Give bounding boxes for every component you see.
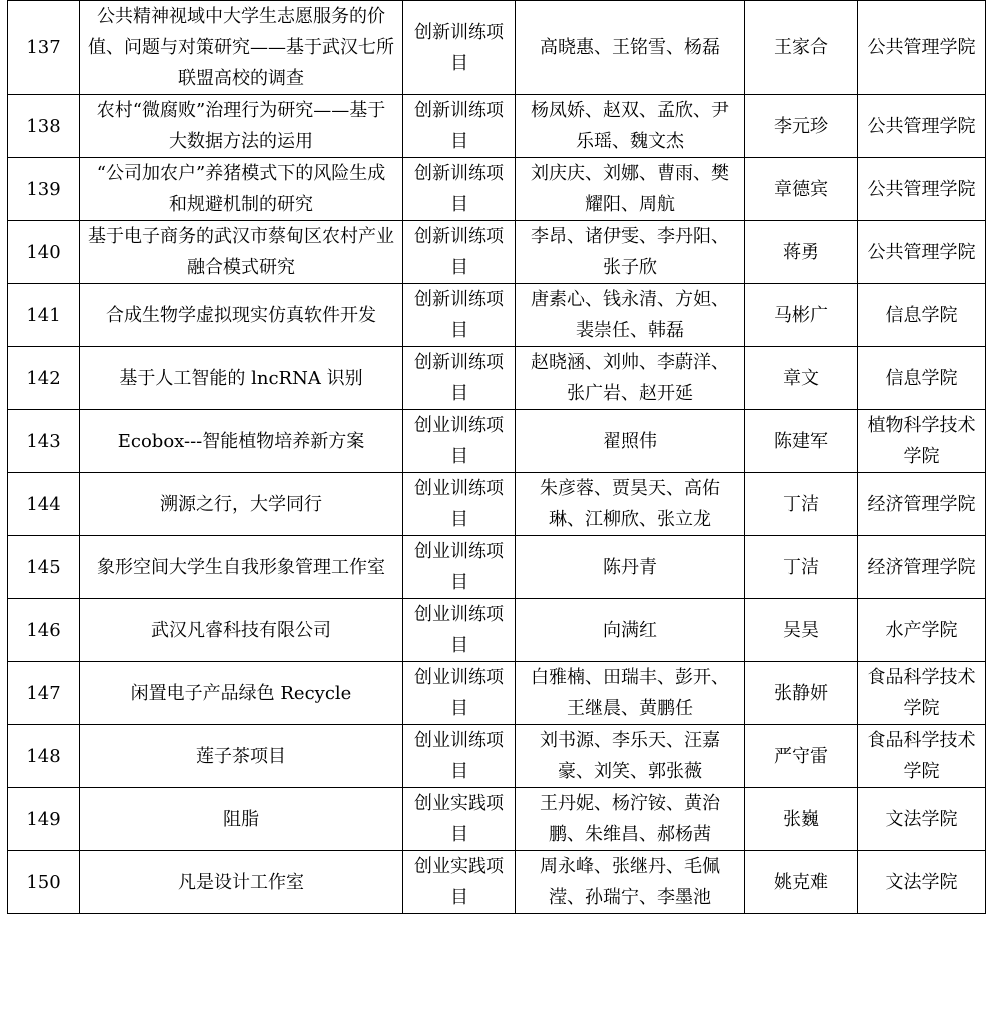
project-advisor: 吴昊 [745, 599, 858, 662]
project-type: 创业训练项目 [403, 725, 516, 788]
project-college: 公共管理学院 [858, 221, 986, 284]
project-type: 创新训练项目 [403, 284, 516, 347]
project-type: 创新训练项目 [403, 221, 516, 284]
project-type: 创业实践项目 [403, 851, 516, 914]
project-advisor: 丁洁 [745, 536, 858, 599]
project-college: 信息学院 [858, 284, 986, 347]
project-number: 146 [8, 599, 80, 662]
project-college: 植物科学技术学院 [858, 410, 986, 473]
project-advisor: 陈建军 [745, 410, 858, 473]
project-number: 141 [8, 284, 80, 347]
project-number: 137 [8, 1, 80, 95]
table-row [8, 851, 986, 914]
table-row [8, 1, 986, 95]
project-advisor: 姚克难 [745, 851, 858, 914]
table-row [8, 788, 986, 851]
project-number: 147 [8, 662, 80, 725]
project-title: 农村“微腐败”治理行为研究——基于大数据方法的运用 [80, 95, 403, 158]
project-advisor: 王家合 [745, 1, 858, 95]
project-number: 140 [8, 221, 80, 284]
project-number: 138 [8, 95, 80, 158]
project-members: 王丹妮、杨泞铵、黄治鹏、朱维昌、郝杨茜 [516, 788, 745, 851]
project-type: 创业训练项目 [403, 662, 516, 725]
project-table [7, 0, 986, 914]
table-row [8, 158, 986, 221]
project-members: 白雅楠、田瑞丰、彭开、王继晨、黄鹏任 [516, 662, 745, 725]
project-college: 信息学院 [858, 347, 986, 410]
project-title: “公司加农户”养猪模式下的风险生成和规避机制的研究 [80, 158, 403, 221]
project-members: 杨凤娇、赵双、孟欣、尹乐瑶、魏文杰 [516, 95, 745, 158]
project-college: 公共管理学院 [858, 1, 986, 95]
project-members: 刘庆庆、刘娜、曹雨、樊耀阳、周航 [516, 158, 745, 221]
project-members: 刘书源、李乐天、汪嘉豪、刘笑、郭张薇 [516, 725, 745, 788]
project-number: 145 [8, 536, 80, 599]
table-row [8, 347, 986, 410]
project-type: 创新训练项目 [403, 1, 516, 95]
project-advisor: 张静妍 [745, 662, 858, 725]
project-advisor: 张巍 [745, 788, 858, 851]
project-college: 食品科学技术学院 [858, 662, 986, 725]
project-members: 周永峰、张继丹、毛佩滢、孙瑞宁、李墨池 [516, 851, 745, 914]
project-advisor: 丁洁 [745, 473, 858, 536]
project-members: 翟照伟 [516, 410, 745, 473]
project-college: 文法学院 [858, 788, 986, 851]
project-title: 基于电子商务的武汉市蔡甸区农村产业融合模式研究 [80, 221, 403, 284]
project-type: 创新训练项目 [403, 95, 516, 158]
project-members: 赵晓涵、刘帅、李蔚洋、张广岩、赵开延 [516, 347, 745, 410]
project-advisor: 马彬广 [745, 284, 858, 347]
project-college: 水产学院 [858, 599, 986, 662]
project-title: 象形空间大学生自我形象管理工作室 [80, 536, 403, 599]
project-college: 经济管理学院 [858, 473, 986, 536]
project-type: 创业训练项目 [403, 473, 516, 536]
project-college: 公共管理学院 [858, 158, 986, 221]
project-type: 创业实践项目 [403, 788, 516, 851]
project-members: 唐素心、钱永清、方妲、裴崇任、韩磊 [516, 284, 745, 347]
project-type: 创业训练项目 [403, 410, 516, 473]
project-number: 142 [8, 347, 80, 410]
project-members: 李昂、诸伊雯、李丹阳、张子欣 [516, 221, 745, 284]
project-advisor: 李元珍 [745, 95, 858, 158]
project-members: 向满红 [516, 599, 745, 662]
table-row [8, 725, 986, 788]
project-title: 武汉凡睿科技有限公司 [80, 599, 403, 662]
project-title: Ecobox---智能植物培养新方案 [80, 410, 403, 473]
project-number: 144 [8, 473, 80, 536]
project-number: 150 [8, 851, 80, 914]
project-college: 经济管理学院 [858, 536, 986, 599]
project-title: 合成生物学虚拟现实仿真软件开发 [80, 284, 403, 347]
project-type: 创新训练项目 [403, 158, 516, 221]
project-advisor: 严守雷 [745, 725, 858, 788]
project-title: 阻脂 [80, 788, 403, 851]
project-college: 食品科学技术学院 [858, 725, 986, 788]
table-row [8, 536, 986, 599]
project-title: 基于人工智能的 lncRNA 识别 [80, 347, 403, 410]
project-type: 创新训练项目 [403, 347, 516, 410]
project-title: 溯源之行，大学同行 [80, 473, 403, 536]
table-row [8, 410, 986, 473]
table-row [8, 473, 986, 536]
project-number: 149 [8, 788, 80, 851]
project-college: 文法学院 [858, 851, 986, 914]
project-college: 公共管理学院 [858, 95, 986, 158]
project-type: 创业训练项目 [403, 599, 516, 662]
table-row [8, 662, 986, 725]
project-title: 莲子茶项目 [80, 725, 403, 788]
project-advisor: 章德宾 [745, 158, 858, 221]
table-row [8, 284, 986, 347]
project-list-page [7, 0, 985, 914]
project-table-body [8, 1, 986, 914]
project-number: 148 [8, 725, 80, 788]
project-members: 高晓惠、王铭雪、杨磊 [516, 1, 745, 95]
project-number: 139 [8, 158, 80, 221]
project-title: 公共精神视域中大学生志愿服务的价值、问题与对策研究——基于武汉七所联盟高校的调查 [80, 1, 403, 95]
table-row [8, 221, 986, 284]
project-members: 朱彦蓉、贾昊天、高佑琳、江柳欣、张立龙 [516, 473, 745, 536]
project-members: 陈丹青 [516, 536, 745, 599]
table-row [8, 95, 986, 158]
table-row [8, 599, 986, 662]
project-number: 143 [8, 410, 80, 473]
project-advisor: 章文 [745, 347, 858, 410]
project-title: 凡是设计工作室 [80, 851, 403, 914]
project-type: 创业训练项目 [403, 536, 516, 599]
project-advisor: 蒋勇 [745, 221, 858, 284]
project-title: 闲置电子产品绿色 Recycle [80, 662, 403, 725]
